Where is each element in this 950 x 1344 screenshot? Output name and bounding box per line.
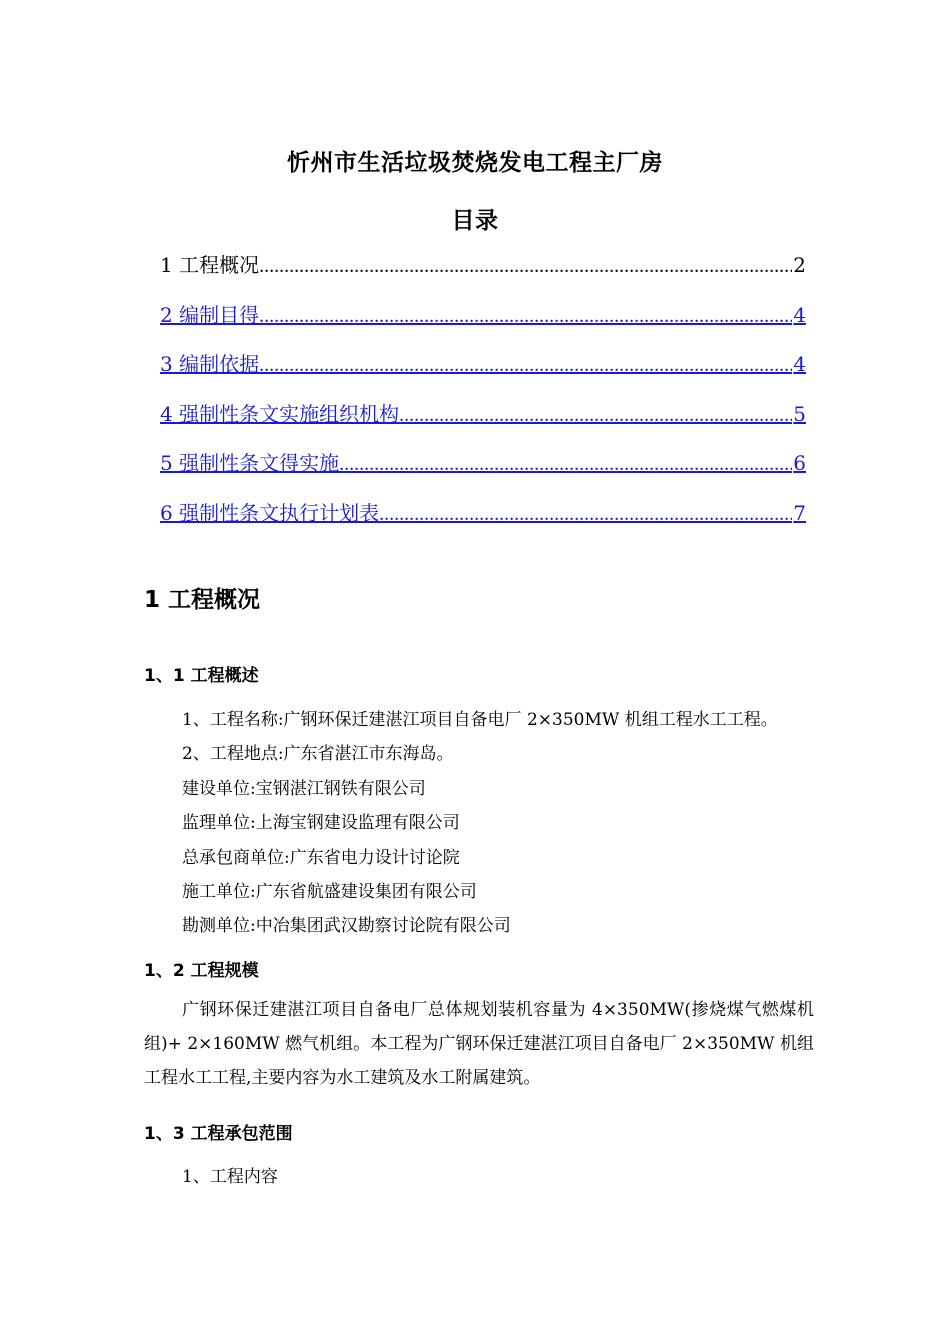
subsection-heading: 1、2 工程规模: [144, 961, 259, 981]
toc-entry-page: 2: [793, 253, 806, 277]
toc-entry-label: 3 编制依据: [160, 352, 260, 376]
toc-entry-2[interactable]: [160, 300, 806, 330]
toc-entry-label: 2 编制目得: [160, 303, 260, 327]
toc-leader-dots: [379, 499, 792, 529]
toc-leader-dots: [339, 449, 792, 479]
general-contractor-line: 总承包商单位:广东省电力设计讨论院: [182, 848, 460, 868]
subsection-heading: 1、1 工程概述: [144, 666, 259, 686]
scale-paragraph: 广钢环保迁建湛江项目自备电厂总体规划装机容量为 4×350MW(掺烧煤气燃煤机组)+ 2×160MW 燃气机组。本工程为广钢环保迁建湛江项目自备电厂 2×350MW 机组工程水工工程,主要内容为水工建筑及水工附属建筑。: [144, 1000, 814, 1088]
toc-entry-label: 6 强制性条文执行计划表: [160, 501, 380, 525]
subsection-heading: 1、3 工程承包范围: [144, 1124, 293, 1144]
toc-leader-dots: [259, 350, 792, 380]
toc-entry-1[interactable]: [160, 250, 806, 280]
toc-entry-4[interactable]: [160, 399, 806, 429]
scope-line: 1、工程内容: [182, 1167, 278, 1187]
survey-unit-line: 勘测单位:中冶集团武汉勘察讨论院有限公司: [182, 916, 511, 936]
toc-heading: 目录: [451, 208, 499, 234]
project-location-line: 2、工程地点:广东省湛江市东海岛。: [182, 744, 454, 764]
toc-entry-page: 6: [793, 451, 806, 475]
toc-leader-dots: [399, 400, 792, 430]
owner-line: 建设单位:宝钢湛江钢铁有限公司: [182, 779, 426, 799]
supervisor-line: 监理单位:上海宝钢建设监理有限公司: [182, 813, 460, 833]
toc-entry-page: 4: [793, 303, 806, 327]
toc-entry-page: 4: [793, 352, 806, 376]
toc-entry-5[interactable]: [160, 448, 806, 478]
toc-entry-6[interactable]: [160, 498, 806, 528]
project-name-line: 1、工程名称:广钢环保迁建湛江项目自备电厂 2×350MW 机组工程水工工程。: [182, 710, 778, 730]
construction-unit-line: 施工单位:广东省航盛建设集团有限公司: [182, 882, 477, 902]
toc-entry-page: 7: [793, 501, 806, 525]
toc-leader-dots: [259, 301, 792, 331]
toc-entry-3[interactable]: [160, 349, 806, 379]
toc-entry-page: 5: [793, 402, 806, 426]
toc-entry-label: 5 强制性条文得实施: [160, 451, 340, 475]
toc-entry-label: 1 工程概况: [160, 253, 260, 277]
toc-entry-label: 4 强制性条文实施组织机构: [160, 402, 400, 426]
toc-leader-dots: [259, 251, 792, 281]
document-title: 忻州市生活垃圾焚烧发电工程主厂房: [287, 150, 663, 176]
section-heading: 1 工程概况: [144, 587, 261, 613]
